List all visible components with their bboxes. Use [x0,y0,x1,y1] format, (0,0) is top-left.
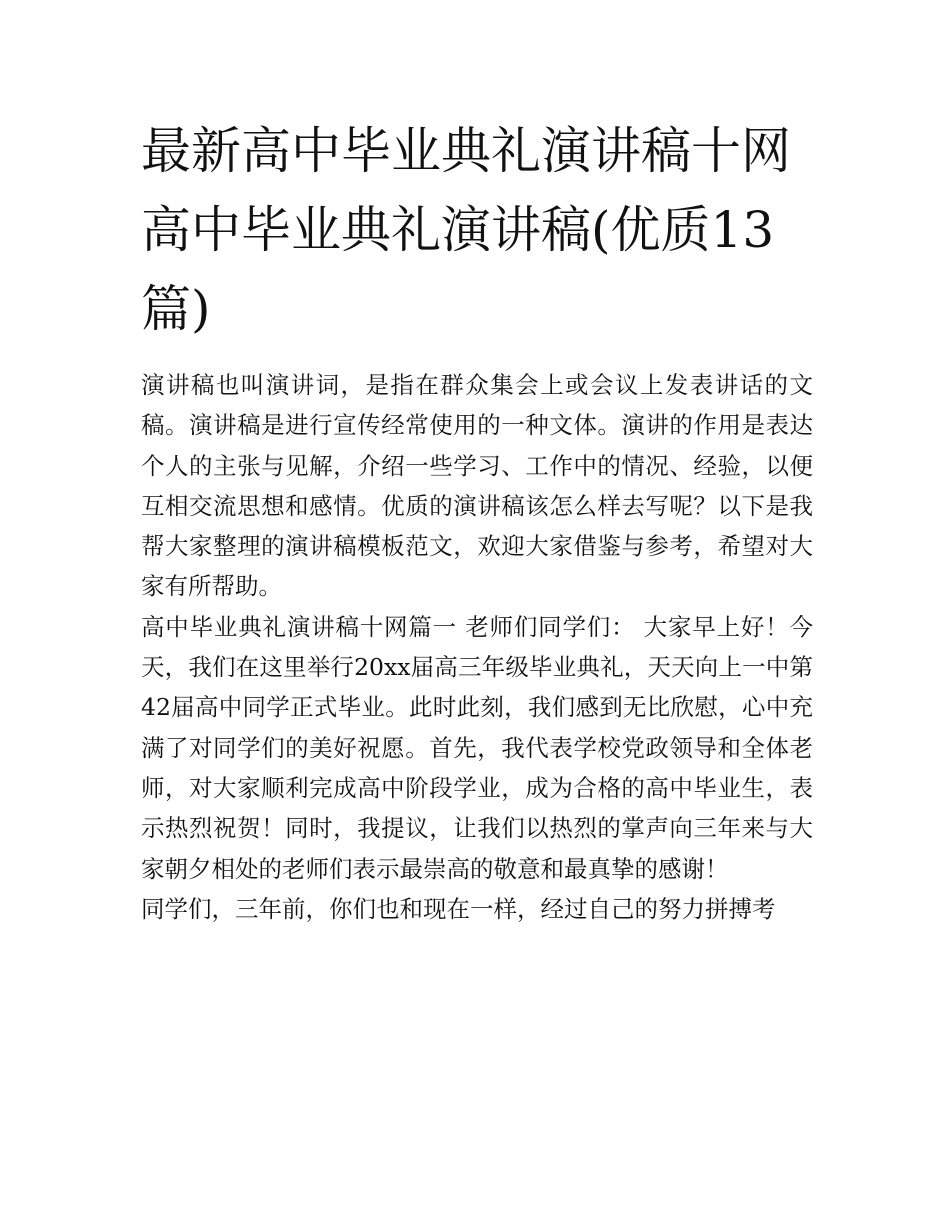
speech-paragraph-2: 同学们，三年前，你们也和现在一样，经过自己的努力拼搏考 [141,894,776,923]
document-page [141,112,813,929]
intro-paragraph: 演讲稿也叫演讲词，是指在群众集会上或会议上发表讲话的文稿。演讲稿是进行宣传经常使用的一种文体。演讲的作用是表达个人的主张与见解，介绍一些学习、工作中的情况、经验，以便互相交流思想和感情。优质的演讲稿该怎么样去写呢？以下是我帮大家整理的演讲稿模板范文，欢迎大家借鉴与参考，希望对大家有所帮助。 [141,371,813,601]
document-title: 最新高中毕业典礼演讲稿十网高中毕业典礼演讲稿(优质13篇) [141,122,791,338]
speech-paragraph-1: 高中毕业典礼演讲稿十网篇一 老师们同学们： 大家早上好！今天，我们在这里举行20xx届高三年级毕业典礼，天天向上一中第42届高中同学正式毕业。此时此刻，我们感到无比欣慰，心中充满了对同学们的美好祝愿。首先，我代表学校党政领导和全体老师，对大家顺利完成高中阶段学业，成为合格的高中毕业生，表示热烈祝贺！同时，我提议，让我们以热烈的掌声向三年来与大家朝夕相处的老师们表示最崇高的敬意和最真挚的感谢！ [141,612,813,883]
